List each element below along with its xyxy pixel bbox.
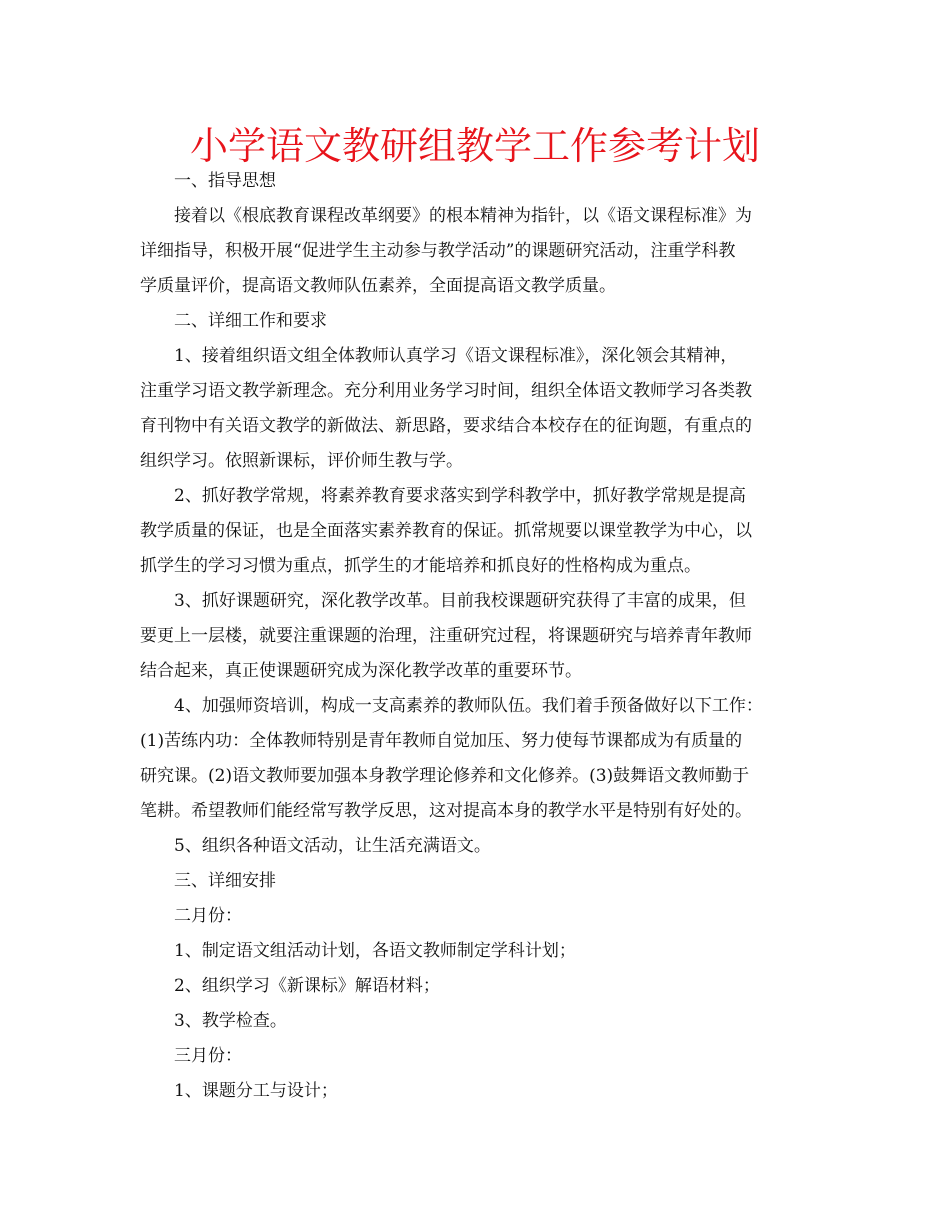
text-line: 4、加强师资培训，构成一支高素养的教师队伍。我们着手预备做好以下工作： xyxy=(174,696,763,716)
text-line: 3、抓好课题研究，深化教学改革。目前我校课题研究获得了丰富的成果，但 xyxy=(174,591,746,611)
text-line: 抓学生的学习习惯为重点，抓学生的才能培养和抓良好的性格构成为重点。 xyxy=(140,556,701,576)
text-line: 学质量评价，提高语文教师队伍素养，全面提高语文教学质量。 xyxy=(140,276,616,296)
paragraph-item-2 xyxy=(140,479,812,584)
month-heading-march: 三月份： xyxy=(174,1046,242,1066)
text-line: 1、接着组织语文组全体教师认真学习《语文课程标准》，深化领会其精神， xyxy=(174,346,738,366)
paragraph-item-3 xyxy=(140,584,812,689)
text-line: 注重学习语文教学新理念。充分利用业务学习时间，组织全体语文教师学习各类教 xyxy=(140,381,752,401)
paragraph-item-1 xyxy=(140,339,812,479)
text-line: 教学质量的保证，也是全面落实素养教育的保证。抓常规要以课堂教学为中心，以 xyxy=(140,521,752,541)
month-heading-february: 二月份： xyxy=(174,906,242,926)
section-heading-guiding-thought: 一、指导思想 xyxy=(174,171,276,191)
text-line: 组织学习。依照新课标，评价师生教与学。 xyxy=(140,451,463,471)
paragraph-item-5: 5、组织各种语文活动，让生活充满语文。 xyxy=(174,836,491,856)
text-line: 要更上一层楼，就要注重课题的治理，注重研究过程，将课题研究与培养青年教师 xyxy=(140,626,752,646)
list-item: 1、课题分工与设计； xyxy=(174,1081,338,1101)
section-heading-work-requirements: 二、详细工作和要求 xyxy=(174,311,327,331)
text-line: 研究课。(2)语文教师要加强本身教学理论修养和文化修养。(3)鼓舞语文教师勤于 xyxy=(140,766,750,786)
paragraph-item-4 xyxy=(140,689,812,829)
section-heading-arrangement: 三、详细安排 xyxy=(174,871,276,891)
list-item: 3、教学检查。 xyxy=(174,1011,287,1031)
document-body xyxy=(140,164,812,1109)
text-line: 育刊物中有关语文教学的新做法、新思路，要求结合本校存在的征询题，有重点的 xyxy=(140,416,752,436)
text-line: 笔耕。希望教师们能经常写教学反思，这对提高本身的教学水平是特别有好处的。 xyxy=(140,801,752,821)
text-line: 详细指导，积极开展“促进学生主动参与教学活动”的课题研究活动，注重学科教 xyxy=(140,241,736,261)
document-title: 小学语文教研组教学工作参考计划 xyxy=(189,124,760,168)
list-item: 2、组织学习《新课标》解语材料； xyxy=(174,976,440,996)
text-line: 接着以《根底教育课程改革纲要》的根本精神为指针，以《语文课程标准》为 xyxy=(174,206,752,226)
list-item: 1、制定语文组活动计划，各语文教师制定学科计划； xyxy=(174,941,576,961)
text-line: (1)苦练内功：全体教师特别是青年教师自觉加压、努力使每节课都成为有质量的 xyxy=(140,731,743,751)
text-line: 结合起来，真正使课题研究成为深化教学改革的重要环节。 xyxy=(140,661,582,681)
paragraph-guiding-thought xyxy=(140,199,812,304)
text-line: 2、抓好教学常规，将素养教育要求落实到学科教学中，抓好教学常规是提高 xyxy=(174,486,746,506)
